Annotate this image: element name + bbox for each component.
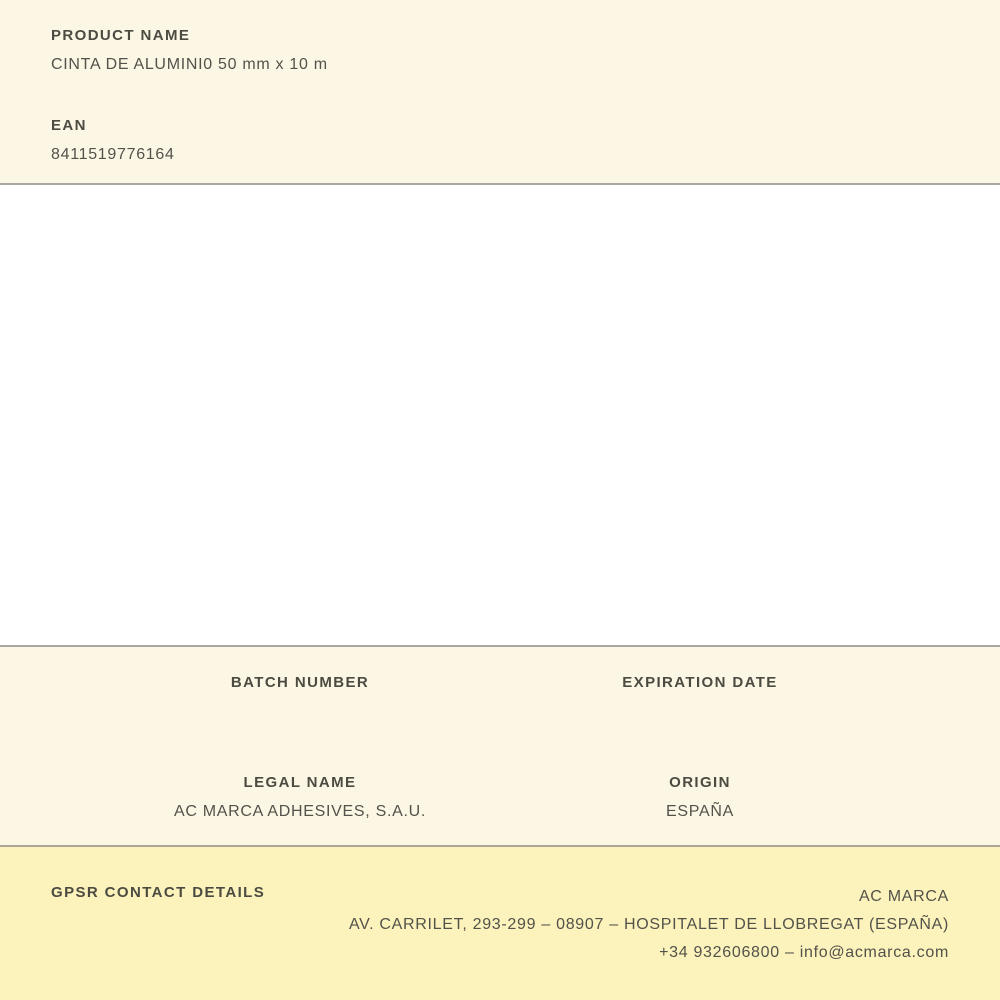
product-image-placeholder: [0, 185, 1000, 645]
details-row-batch-expiration: [100, 674, 900, 722]
details-row-legal-origin: [100, 774, 900, 822]
product-details-section: [0, 645, 1000, 845]
product-identity-section: [0, 0, 1000, 185]
legal-name-label: LEGAL NAME: [243, 774, 357, 791]
expiration-date-label: EXPIRATION DATE: [622, 674, 778, 691]
gpsr-contact-label: GPSR CONTACT DETAILS: [51, 884, 266, 901]
product-name-label: PRODUCT NAME: [51, 27, 191, 44]
batch-number-label: BATCH NUMBER: [230, 674, 370, 691]
batch-number-field: [100, 674, 500, 722]
gpsr-contact-block: [265, 883, 949, 967]
details-row-spacer: [100, 722, 900, 774]
expiration-date-value: [500, 703, 900, 722]
contact-phone-email: +34 932606800 – info@acmarca.com: [659, 944, 949, 961]
origin-field: [500, 774, 900, 822]
legal-name-field: [100, 774, 500, 822]
contact-address: AV. CARRILET, 293-299 – 08907 – HOSPITALET DE LLOBREGAT (ESPAÑA): [348, 916, 949, 933]
batch-number-value: [100, 703, 500, 722]
ean-value: 8411519776164: [51, 146, 175, 163]
origin-label: ORIGIN: [669, 774, 731, 791]
expiration-date-field: [500, 674, 900, 722]
product-name-value: CINTA DE ALUMINI0 50 mm x 10 m: [51, 56, 328, 73]
legal-name-value: AC MARCA ADHESIVES, S.A.U.: [173, 803, 427, 820]
ean-label: EAN: [51, 117, 87, 134]
gpsr-contact-section: [0, 845, 1000, 1000]
origin-value: ESPAÑA: [666, 803, 734, 820]
contact-company-name: AC MARCA: [858, 888, 949, 905]
